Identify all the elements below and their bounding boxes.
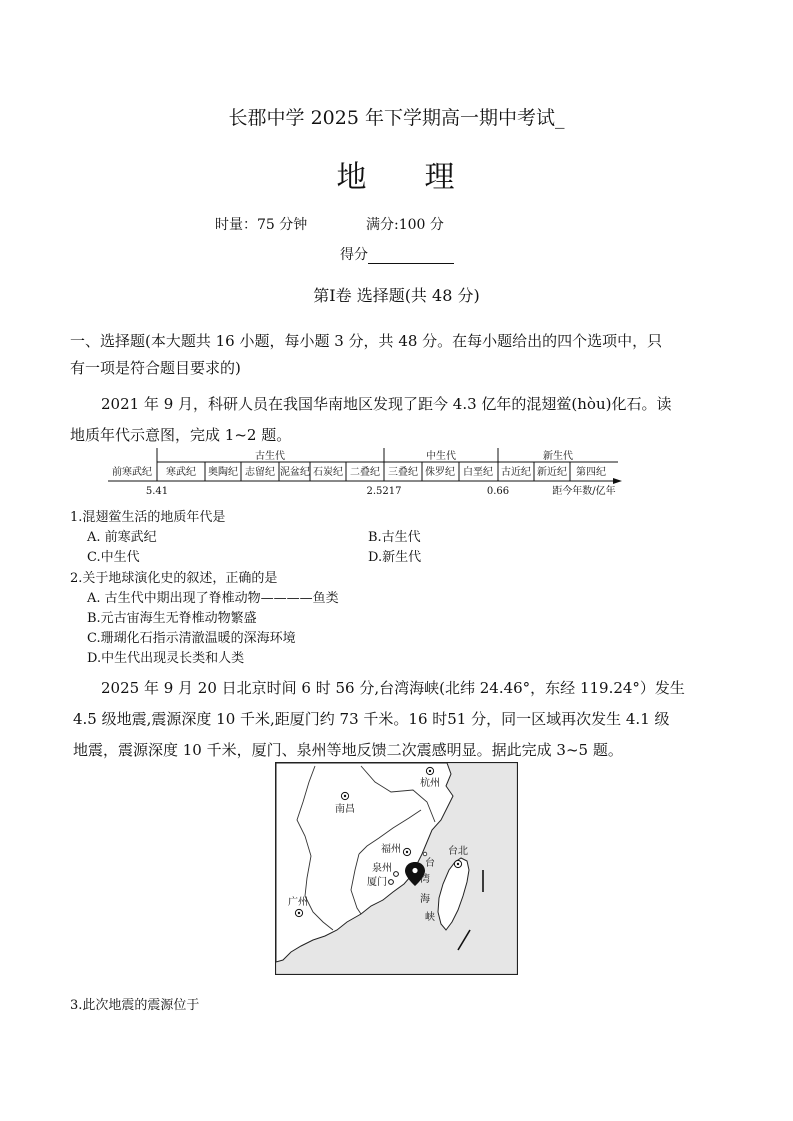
tick-label: 2.5217 (366, 486, 402, 497)
q2-option-c: C.珊瑚化石指示清澈温暖的深海环境 (87, 631, 296, 646)
city-label-quanzhou: 泉州 (372, 863, 392, 874)
tick-label: 0.66 (486, 486, 510, 497)
period-label: 寒武纪 (166, 467, 196, 478)
city-label-xiamen: 厦门 (367, 877, 387, 888)
q1-option-a: A. 前寒武纪 (87, 530, 157, 545)
passage1-line2: 地质年代示意图，完成 1~2 题。 (70, 426, 292, 444)
period-label: 古近纪 (501, 467, 531, 478)
score-label: 得分 (340, 247, 368, 263)
island (423, 852, 427, 856)
period-label: 石炭纪 (313, 467, 343, 478)
city-label-nanchang: 南昌 (335, 804, 355, 815)
volume-title: 第Ⅰ卷 选择题(共 48 分) (313, 286, 480, 305)
city-label-guangzhou: 广州 (288, 897, 308, 908)
period-label: 第四纪 (576, 467, 606, 478)
section-intro-line1: 一、选择题(本大题共 16 小题，每小题 3 分，共 48 分。在每小题给出的四个选项中，只 (70, 332, 663, 350)
period-label: 白垩纪 (463, 467, 493, 478)
score-blank (368, 249, 454, 264)
city-label-hangzhou: 杭州 (420, 778, 440, 789)
strait-label: 湾 (420, 874, 430, 885)
city-label-taipei: 台北 (448, 846, 468, 857)
subject-char-1: 地 (336, 160, 369, 195)
tick-label: 5.41 (145, 486, 169, 497)
period-label: 泥盆纪 (280, 467, 310, 478)
period-label: 前寒武纪 (112, 467, 152, 478)
q1-option-d: D.新生代 (368, 550, 422, 565)
taiwan-strait-map (275, 762, 518, 975)
q1-stem: 1.混翅鲎生活的地质年代是 (70, 510, 226, 525)
passage2-line3: 地震，震源深度 10 千米，厦门、泉州等地反馈二次震感明显。据此完成 3~5 题。 (73, 741, 623, 759)
city-marker (389, 880, 394, 885)
strait-label: 峡 (425, 912, 435, 923)
score-field (340, 244, 454, 264)
q2-option-a: A. 古生代中期出现了脊椎动物————鱼类 (87, 591, 339, 606)
q2-option-b: B.元古宙海生无脊椎动物繁盛 (87, 611, 257, 626)
geologic-timeline (100, 443, 630, 501)
passage2-line2: 4.5 级地震,震源深度 10 千米,距厦门约 73 千米。16 时51 分，同一区域再次发生 4.1 级 (73, 710, 670, 728)
passage2-line1: 2025 年 9 月 20 日北京时间 6 时 56 分,台湾海峡(北纬 24.46°，东经 119.24°）发生 (101, 679, 685, 697)
q2-stem: 2.关于地球演化史的叙述，正确的是 (70, 571, 278, 586)
period-label: 奥陶纪 (208, 467, 238, 478)
period-label: 二叠纪 (350, 467, 380, 478)
section-intro-line2: 有一项是符合题目要求的) (70, 359, 241, 377)
axis-label: 距今年数/亿年 (552, 486, 616, 497)
passage1-line1: 2021 年 9 月，科研人员在我国华南地区发现了距今 4.3 亿年的混翅鲎(hòu)化石。读 (101, 395, 672, 413)
subject-char-2: 理 (424, 160, 457, 195)
era-label: 新生代 (543, 451, 573, 462)
q1-option-b: B.古生代 (368, 530, 421, 545)
subject-title (0, 152, 793, 196)
full-score: 满分:100 分 (366, 217, 444, 233)
city-marker (394, 872, 399, 877)
era-label: 中生代 (426, 451, 456, 462)
exam-title: 长郡中学 2025 年下学期高一期中考试_ (228, 107, 565, 129)
period-label: 侏罗纪 (425, 467, 455, 478)
period-label: 新近纪 (537, 467, 567, 478)
strait-label: 台 (425, 858, 435, 869)
axis-arrow-icon (613, 478, 622, 484)
era-label: 古生代 (255, 451, 285, 462)
period-label: 三叠纪 (388, 467, 418, 478)
q3-stem: 3.此次地震的震源位于 (70, 998, 200, 1013)
city-label-fuzhou: 福州 (381, 844, 401, 855)
q1-option-c: C.中生代 (87, 550, 140, 565)
q2-option-d: D.中生代出现灵长类和人类 (87, 651, 245, 666)
time-limit: 时量：75 分钟 (215, 217, 308, 233)
strait-label: 海 (420, 894, 430, 905)
period-label: 志留纪 (245, 467, 275, 478)
